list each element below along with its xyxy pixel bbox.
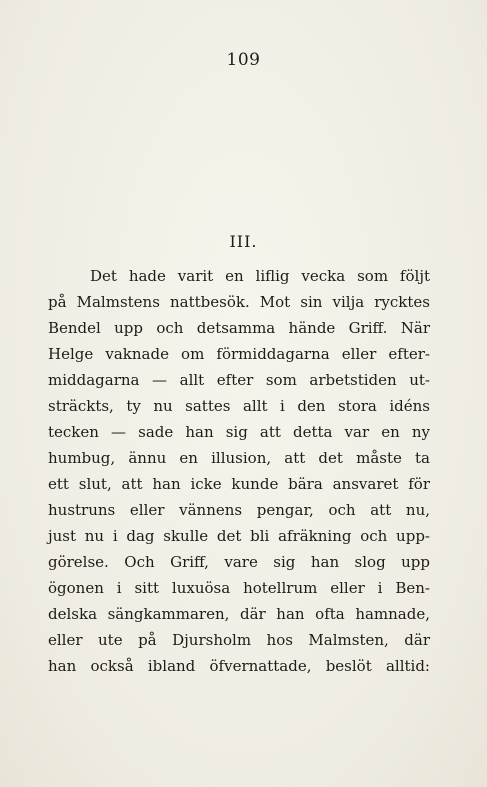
text-line: tecken — sade han sig att detta var en ny xyxy=(48,423,430,441)
text-line: just nu i dag skulle det bli afräkning och upp- xyxy=(48,527,430,545)
chapter-heading: III. xyxy=(229,232,258,251)
text-line: hustruns eller vännens pengar, och att nu, xyxy=(48,501,430,519)
text-line: eller ute på Djursholm hos Malmsten, där xyxy=(48,631,430,649)
text-line: han också ibland öfvernattade, beslöt alltid: xyxy=(48,657,430,675)
text-line: Helge vaknade om förmiddagarna eller efter- xyxy=(48,345,430,363)
text-line: görelse. Och Griff, vare sig han slog upp xyxy=(48,553,430,571)
text-line: ett slut, att han icke kunde bära ansvaret för xyxy=(48,475,430,493)
body-text xyxy=(48,263,430,679)
text-line: Bendel upp och detsamma hände Griff. När xyxy=(48,319,430,337)
text-line: Det hade varit en liflig vecka som följt xyxy=(90,267,430,285)
text-line: på Malmstens nattbesök. Mot sin vilja rycktes xyxy=(48,293,430,311)
text-line: middagarna — allt efter som arbetstiden ut- xyxy=(48,371,430,389)
text-line: sträckts, ty nu sattes allt i den stora idéns xyxy=(48,397,430,415)
text-line: ögonen i sitt luxuösa hotellrum eller i Ben- xyxy=(48,579,430,597)
text-line: humbug, ännu en illusion, att det måste ta xyxy=(48,449,430,467)
text-line: delska sängkammaren, där han ofta hamnade, xyxy=(48,605,430,623)
page-number: 109 xyxy=(226,50,261,70)
